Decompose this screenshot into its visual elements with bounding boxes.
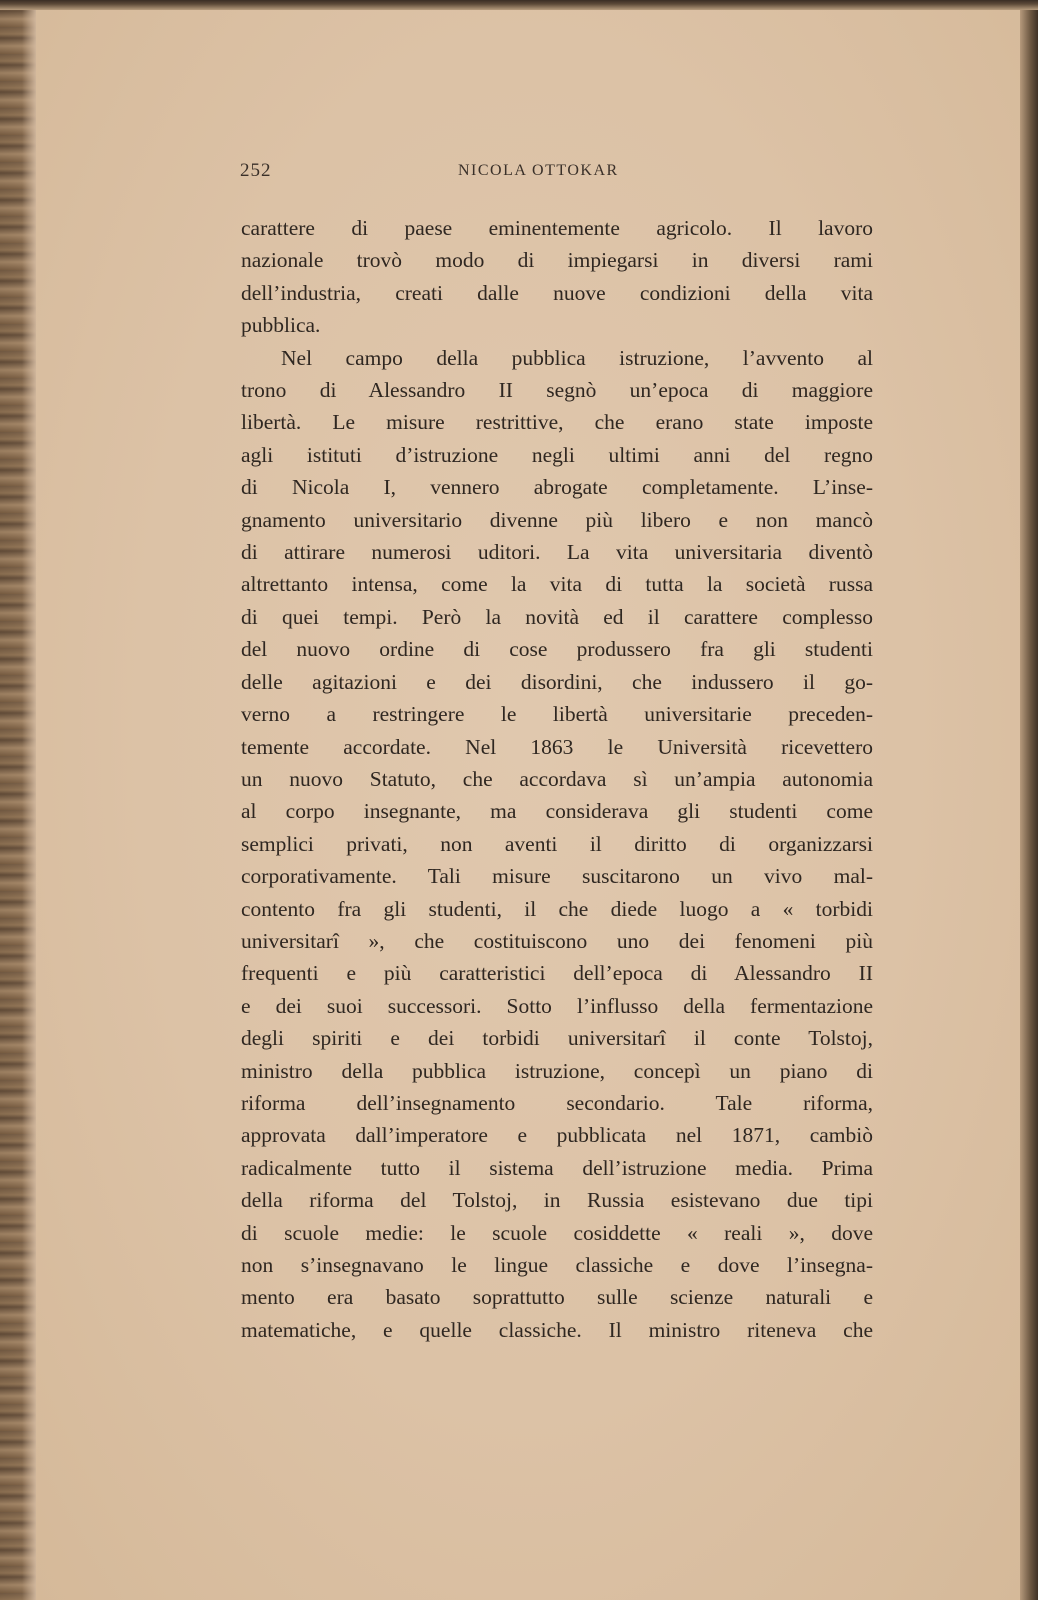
text-line: degli spiriti e dei torbidi universitarî il conte Tolstoj, <box>241 1026 873 1051</box>
text-line: radicalmente tutto il sistema dell’istruzione media. Prima <box>241 1155 873 1180</box>
text-line: di quei tempi. Però la novità ed il carattere complesso <box>241 604 873 629</box>
text-line: corporativamente. Tali misure suscitarono un vivo mal- <box>241 864 873 889</box>
text-line: del nuovo ordine di cose produssero fra gli studenti <box>241 637 873 662</box>
text-line: nazionale trovò modo di impiegarsi in diversi rami <box>241 248 873 273</box>
text-line: non s’insegnavano le lingue classiche e dove l’insegna- <box>241 1253 873 1277</box>
page-header <box>240 160 880 184</box>
text-line: carattere di paese eminentemente agricolo. Il lavoro <box>241 216 873 240</box>
text-line: un nuovo Statuto, che accordava sì un’ampia autonomia <box>241 766 873 791</box>
page-right-edge <box>1020 0 1038 1600</box>
page-top-edge <box>0 0 1038 10</box>
body-text <box>241 212 873 1346</box>
text-line: ministro della pubblica istruzione, concepì un piano di <box>241 1058 873 1083</box>
text-line: trono di Alessandro II segnò un’epoca di maggiore <box>241 378 873 403</box>
text-line: di scuole medie: le scuole cosiddette « reali », dove <box>241 1220 873 1245</box>
running-head: NICOLA OTTOKAR <box>458 162 619 179</box>
text-line: contento fra gli studenti, il che diede luogo a « torbidi <box>241 896 873 921</box>
text-line: Nel campo della pubblica istruzione, l’avvento al <box>281 345 873 370</box>
text-line: matematiche, e quelle classiche. Il ministro riteneva che <box>241 1317 873 1342</box>
book-binding-edge <box>0 0 36 1600</box>
text-line: universitarî », che costituiscono uno dei fenomeni più <box>241 928 873 953</box>
text-line: libertà. Le misure restrittive, che erano state imposte <box>241 410 873 435</box>
text-line: temente accordate. Nel 1863 le Università ricevettero <box>241 734 873 759</box>
text-line: semplici privati, non aventi il diritto di organizzarsi <box>241 831 873 856</box>
page-number: 252 <box>240 160 272 181</box>
text-line: al corpo insegnante, ma considerava gli studenti come <box>241 799 873 824</box>
text-line: della riforma del Tolstoj, in Russia esistevano due tipi <box>241 1188 873 1213</box>
text-line: gnamento universitario divenne più libero e non mancò <box>241 507 873 532</box>
text-line: altrettanto intensa, come la vita di tutta la società russa <box>241 572 873 597</box>
text-line: dell’industria, creati dalle nuove condizioni della vita <box>241 280 873 305</box>
text-line: verno a restringere le libertà universitarie preceden- <box>241 702 873 727</box>
text-line: approvata dall’imperatore e pubblicata nel 1871, cambiò <box>241 1123 873 1148</box>
text-line: delle agitazioni e dei disordini, che indussero il go- <box>241 669 873 694</box>
text-line: di attirare numerosi uditori. La vita universitaria diventò <box>241 540 873 565</box>
text-line: e dei suoi successori. Sotto l’influsso della fermentazione <box>241 993 873 1018</box>
text-line: riforma dell’insegnamento secondario. Tale riforma, <box>241 1090 873 1115</box>
text-line: frequenti e più caratteristici dell’epoca di Alessandro II <box>241 961 873 986</box>
text-line: di Nicola I, vennero abrogate completamente. L’inse- <box>241 475 873 500</box>
text-line: agli istituti d’istruzione negli ultimi anni del regno <box>241 442 873 467</box>
text-line: mento era basato soprattutto sulle scienze naturali e <box>241 1285 873 1310</box>
text-line: pubblica. <box>241 313 321 338</box>
